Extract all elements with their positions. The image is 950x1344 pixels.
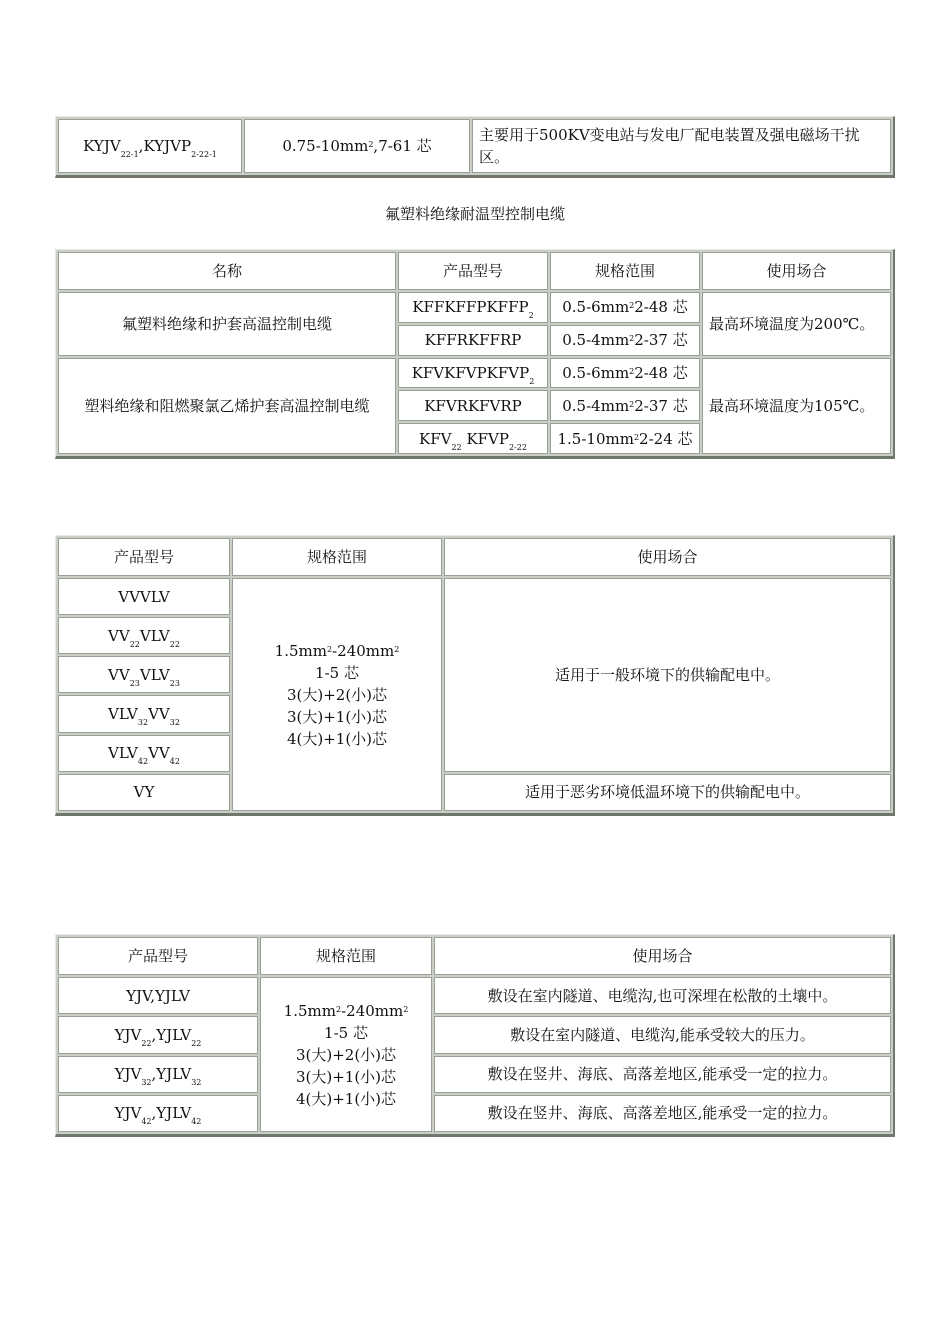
- model-sep: ,: [138, 137, 144, 155]
- header-spec: 规格范围: [260, 937, 432, 975]
- model-sub: 42: [169, 757, 180, 767]
- model-cell: [398, 292, 548, 323]
- spec-cell: [244, 119, 470, 173]
- spec-text: -240mm: [332, 641, 395, 660]
- spec-sup: 2: [335, 1004, 342, 1014]
- table-row: [58, 292, 891, 323]
- spec-text: 1.5mm: [283, 1001, 336, 1020]
- spec-cell: [550, 325, 700, 356]
- model-sub: 42: [141, 1117, 152, 1127]
- model-text: YJV: [114, 1104, 142, 1123]
- model-sub: 22: [191, 1038, 202, 1048]
- model-text: VV: [148, 744, 170, 763]
- model-sub: 42: [191, 1117, 202, 1127]
- section-title: 氟塑料绝缘耐温型控制电缆: [384, 205, 565, 223]
- model-sub: 42: [137, 757, 149, 767]
- model-cell: [58, 695, 230, 732]
- group-name-cell: 塑料绝缘和阻燃聚氯乙烯护套高温控制电缆: [58, 358, 396, 454]
- spec-sup: 2: [633, 432, 640, 442]
- model-cell: [58, 1095, 258, 1132]
- usage-text: 主要用于500KV变电站与发电厂配电装置及强电磁场干扰区。: [479, 126, 860, 166]
- model-text: VLV: [139, 665, 170, 684]
- spec-text: 0.5-4mm: [562, 331, 630, 350]
- model-sub: 23: [169, 678, 180, 688]
- model-sub: 22: [129, 639, 140, 649]
- spec-line: 1-5 芯: [315, 663, 359, 682]
- header-usage: 使用场合: [434, 937, 891, 975]
- spec-sup: 2: [629, 334, 635, 344]
- table-row: [58, 977, 891, 1014]
- header-name: 名称: [58, 252, 396, 290]
- model-text: ,YJLV: [151, 1065, 192, 1084]
- spec-line: [267, 1000, 425, 1022]
- table-xlpe-power-cable: [55, 934, 895, 1137]
- header-usage: 使用场合: [444, 538, 891, 576]
- usage-cell: 敷设在竖井、海底、高落差地区,能承受一定的拉力。: [434, 1056, 891, 1093]
- model-cell: KFVRKFVRP: [398, 390, 548, 421]
- model-sub: 23: [129, 678, 140, 688]
- model-text: YJV: [114, 1065, 142, 1084]
- spec-line: 3(大)+2(小)芯: [295, 1045, 397, 1064]
- group-name-cell: 氟塑料绝缘和护套高温控制电缆: [58, 292, 396, 356]
- usage-cell: 最高环境温度为105℃。: [702, 358, 891, 454]
- usage-cell: [472, 119, 891, 173]
- model-sub: 32: [169, 718, 180, 728]
- model-cell: [58, 119, 242, 173]
- spec-text: -240mm: [341, 1001, 404, 1020]
- usage-cell: 敷设在室内隧道、电缆沟,也可深埋在松散的土壤中。: [434, 977, 891, 1014]
- table-row: [58, 1016, 891, 1053]
- header-usage: 使用场合: [702, 252, 891, 290]
- spec-text: 0.5-4mm: [562, 396, 630, 415]
- header-spec: 规格范围: [232, 538, 442, 576]
- spec-cell: [550, 292, 700, 323]
- model-text: VLV: [108, 744, 138, 763]
- model-cell: VVVLV: [58, 578, 230, 615]
- spec-sup: 2: [394, 644, 400, 654]
- spec-cell: [550, 390, 700, 421]
- table-row: [58, 358, 891, 389]
- spec-sup: 2: [629, 399, 635, 409]
- table-pvc-power-cable: [55, 535, 895, 816]
- model-sub: 22-1: [120, 150, 139, 159]
- spec-text: 1.5-10mm: [557, 429, 634, 448]
- spec-sup: 2: [326, 644, 333, 654]
- spec-text: 2-48 芯: [634, 363, 688, 382]
- model-cell: VY: [58, 774, 230, 811]
- spec-text: ,7-61 芯: [373, 137, 432, 155]
- usage-cell: 适用于一般环境下的供输配电中。: [444, 578, 891, 772]
- model-text: KFFKFFPKFFP: [412, 298, 529, 317]
- model-text: KFV: [419, 429, 452, 448]
- table-fluoroplastic-control-cable: [55, 249, 895, 459]
- spec-text: 1.5mm: [274, 641, 327, 660]
- table-header-row: [58, 538, 891, 576]
- spec-sup: 2: [403, 1004, 409, 1014]
- model-cell: [58, 1016, 258, 1053]
- model-text: KYJV: [83, 137, 121, 155]
- spec-text: 2-48 芯: [634, 298, 688, 317]
- spec-line: 3(大)+2(小)芯: [286, 685, 388, 704]
- header-model: 产品型号: [398, 252, 548, 290]
- table-row: [58, 119, 891, 173]
- model-sub: 2: [528, 311, 534, 321]
- model-sub: 32: [137, 718, 149, 728]
- usage-cell: 适用于恶劣环境低温环境下的供输配电中。: [444, 774, 891, 811]
- table-kyjv: [55, 116, 895, 178]
- model-text: KFVP: [466, 429, 509, 448]
- model-sub: 22: [451, 442, 462, 452]
- spec-text: 0.75-10mm: [282, 137, 369, 155]
- spec-text: 2-24 芯: [639, 429, 693, 448]
- model-text: VV: [148, 705, 170, 724]
- table-row: [58, 774, 891, 811]
- model-sub: 2-22-1: [191, 150, 217, 159]
- model-text: VV: [108, 626, 130, 645]
- header-model: 产品型号: [58, 538, 230, 576]
- spec-text: 2-37 芯: [634, 396, 688, 415]
- model-text: ,YJLV: [151, 1104, 192, 1123]
- spec-line: 1-5 芯: [324, 1023, 368, 1042]
- model-cell: [58, 617, 230, 654]
- model-cell: [398, 358, 548, 389]
- header-spec: 规格范围: [550, 252, 700, 290]
- model-sub: 22: [169, 639, 180, 649]
- model-cell: [398, 423, 548, 454]
- table-header-row: [58, 937, 891, 975]
- spec-line: [239, 640, 435, 662]
- model-cell: [58, 656, 230, 693]
- spec-line: 4(大)+1(小)芯: [286, 729, 388, 748]
- spec-line: 4(大)+1(小)芯: [295, 1089, 397, 1108]
- model-text: VLV: [139, 626, 170, 645]
- model-text: VV: [108, 665, 130, 684]
- model-sub: 2: [529, 376, 535, 386]
- spec-text: 2-37 芯: [634, 331, 688, 350]
- model-sub: 2-22: [508, 442, 527, 452]
- model-text: VLV: [108, 705, 138, 724]
- usage-cell: 敷设在室内隧道、电缆沟,能承受较大的压力。: [434, 1016, 891, 1053]
- usage-cell: 敷设在竖井、海底、高落差地区,能承受一定的拉力。: [434, 1095, 891, 1132]
- table-row: [58, 1095, 891, 1132]
- model-sub: 32: [141, 1078, 152, 1088]
- model-text: YJV: [114, 1025, 142, 1044]
- model-cell: KFFRKFFRP: [398, 325, 548, 356]
- table-row: [58, 578, 891, 615]
- model-sub: 32: [191, 1078, 202, 1088]
- spec-line: 3(大)+1(小)芯: [286, 707, 388, 726]
- spec-cell: [232, 578, 442, 811]
- model-cell: [58, 1056, 258, 1093]
- spec-sup: 2: [368, 140, 374, 149]
- table-row: [58, 1056, 891, 1093]
- model-cell: YJV,YJLV: [58, 977, 258, 1014]
- header-model: 产品型号: [58, 937, 258, 975]
- model-cell: [58, 735, 230, 772]
- model-text: KFVKFVPKFVP: [411, 363, 530, 382]
- spec-text: 0.5-6mm: [562, 298, 630, 317]
- model-text: ,YJLV: [151, 1025, 192, 1044]
- model-sub: 22: [141, 1038, 152, 1048]
- spec-sup: 2: [629, 366, 635, 376]
- table-header-row: [58, 252, 891, 290]
- spec-text: 0.5-6mm: [562, 363, 630, 382]
- usage-cell: 最高环境温度为200℃。: [702, 292, 891, 356]
- model-text: KYJVP: [143, 137, 192, 155]
- spec-cell: [260, 977, 432, 1132]
- spec-sup: 2: [629, 301, 635, 311]
- spec-cell: [550, 423, 700, 454]
- spec-cell: [550, 358, 700, 389]
- spec-line: 3(大)+1(小)芯: [295, 1067, 397, 1086]
